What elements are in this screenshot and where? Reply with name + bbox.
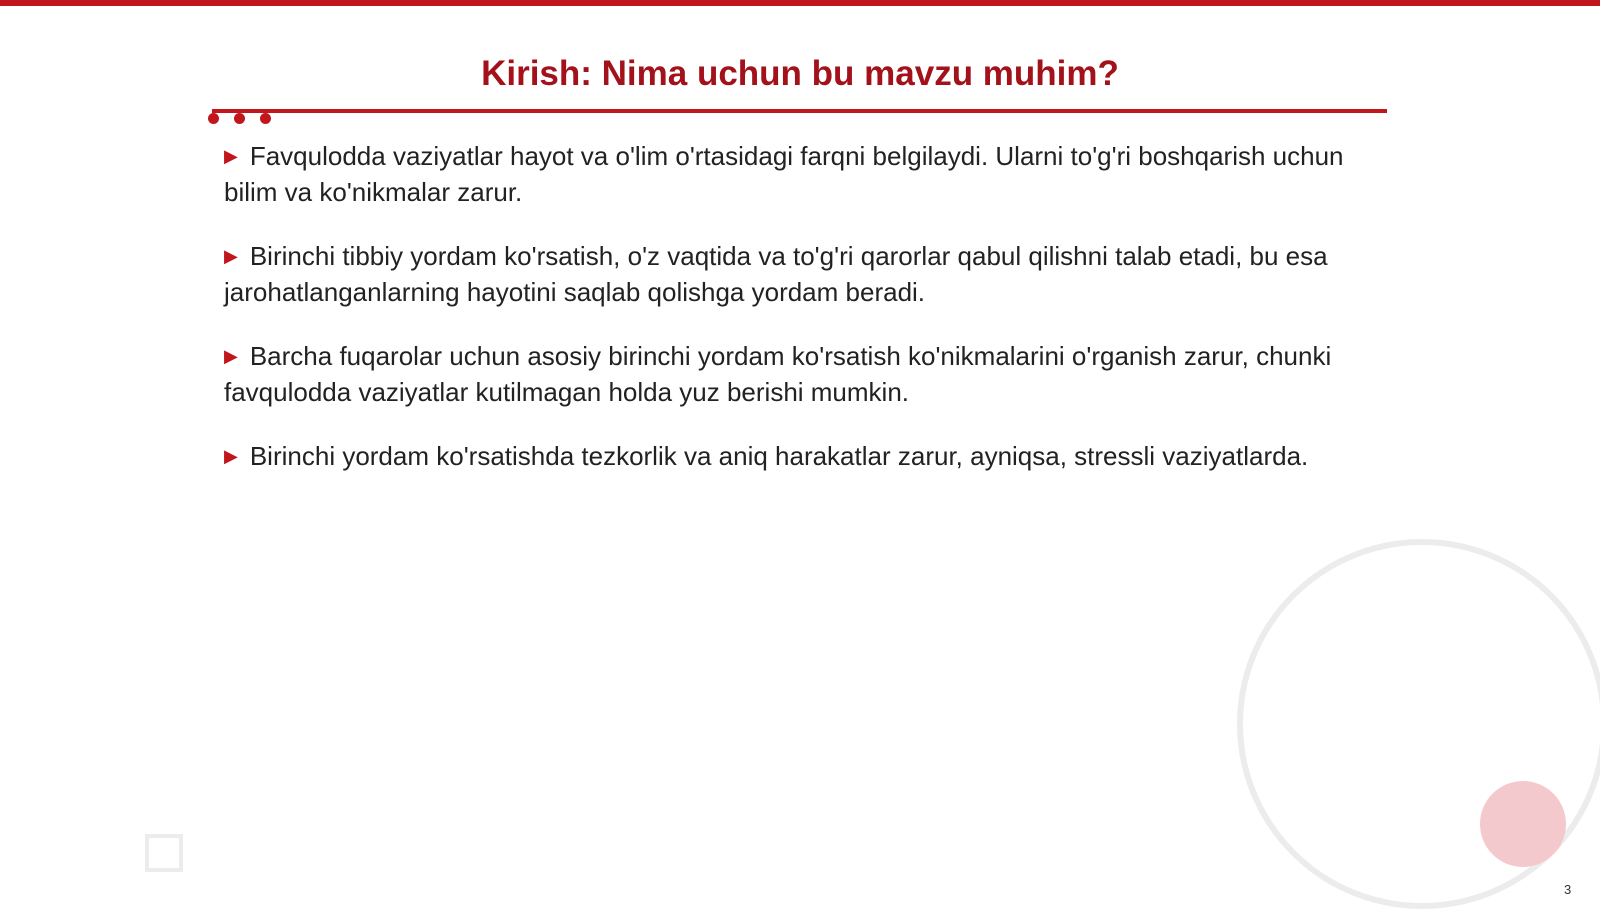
decorative-square	[145, 834, 183, 872]
slide-title: Kirish: Nima uchun bu mavzu muhim?	[481, 54, 1119, 93]
top-accent-bar	[0, 0, 1600, 6]
bullet-item	[224, 338, 1374, 410]
bullet-text: Birinchi yordam ko'rsatishda tezkorlik va aniq harakatlar zarur, ayniqsa, stressli vaziyatlarda.	[249, 441, 1309, 471]
decorative-pink-circle	[1480, 781, 1566, 867]
decorative-dot	[260, 113, 271, 124]
bullet-text: Barcha fuqarolar uchun asosiy birinchi yordam ko'rsatish ko'nikmalarini o'rganish zarur, chunki favqulodda vaziyatlar kutilmagan holda yuz berishi mumkin.	[224, 341, 1332, 407]
bullet-arrow-icon: ▶	[224, 246, 238, 266]
bullet-arrow-icon: ▶	[224, 146, 238, 166]
bullet-item	[224, 238, 1374, 310]
bullet-item	[224, 138, 1374, 210]
bullet-item	[224, 438, 1374, 474]
bullet-list	[224, 138, 1374, 502]
page-number: 3	[1564, 882, 1572, 897]
bullet-arrow-icon: ▶	[224, 346, 238, 366]
decorative-dot	[234, 113, 245, 124]
bullet-text: Favqulodda vaziyatlar hayot va o'lim o'rtasidagi farqni belgilaydi. Ularni to'g'ri boshqarish uchun bilim va ko'nikmalar zarur.	[224, 141, 1344, 207]
title-underline	[212, 109, 1387, 113]
decorative-dot	[208, 113, 219, 124]
bullet-text: Birinchi tibbiy yordam ko'rsatish, o'z vaqtida va to'g'ri qarorlar qabul qilishni talab etadi, bu esa jarohatlanganlarning hayotini saqlab qolishga yordam beradi.	[224, 241, 1328, 307]
bullet-arrow-icon: ▶	[224, 446, 238, 466]
